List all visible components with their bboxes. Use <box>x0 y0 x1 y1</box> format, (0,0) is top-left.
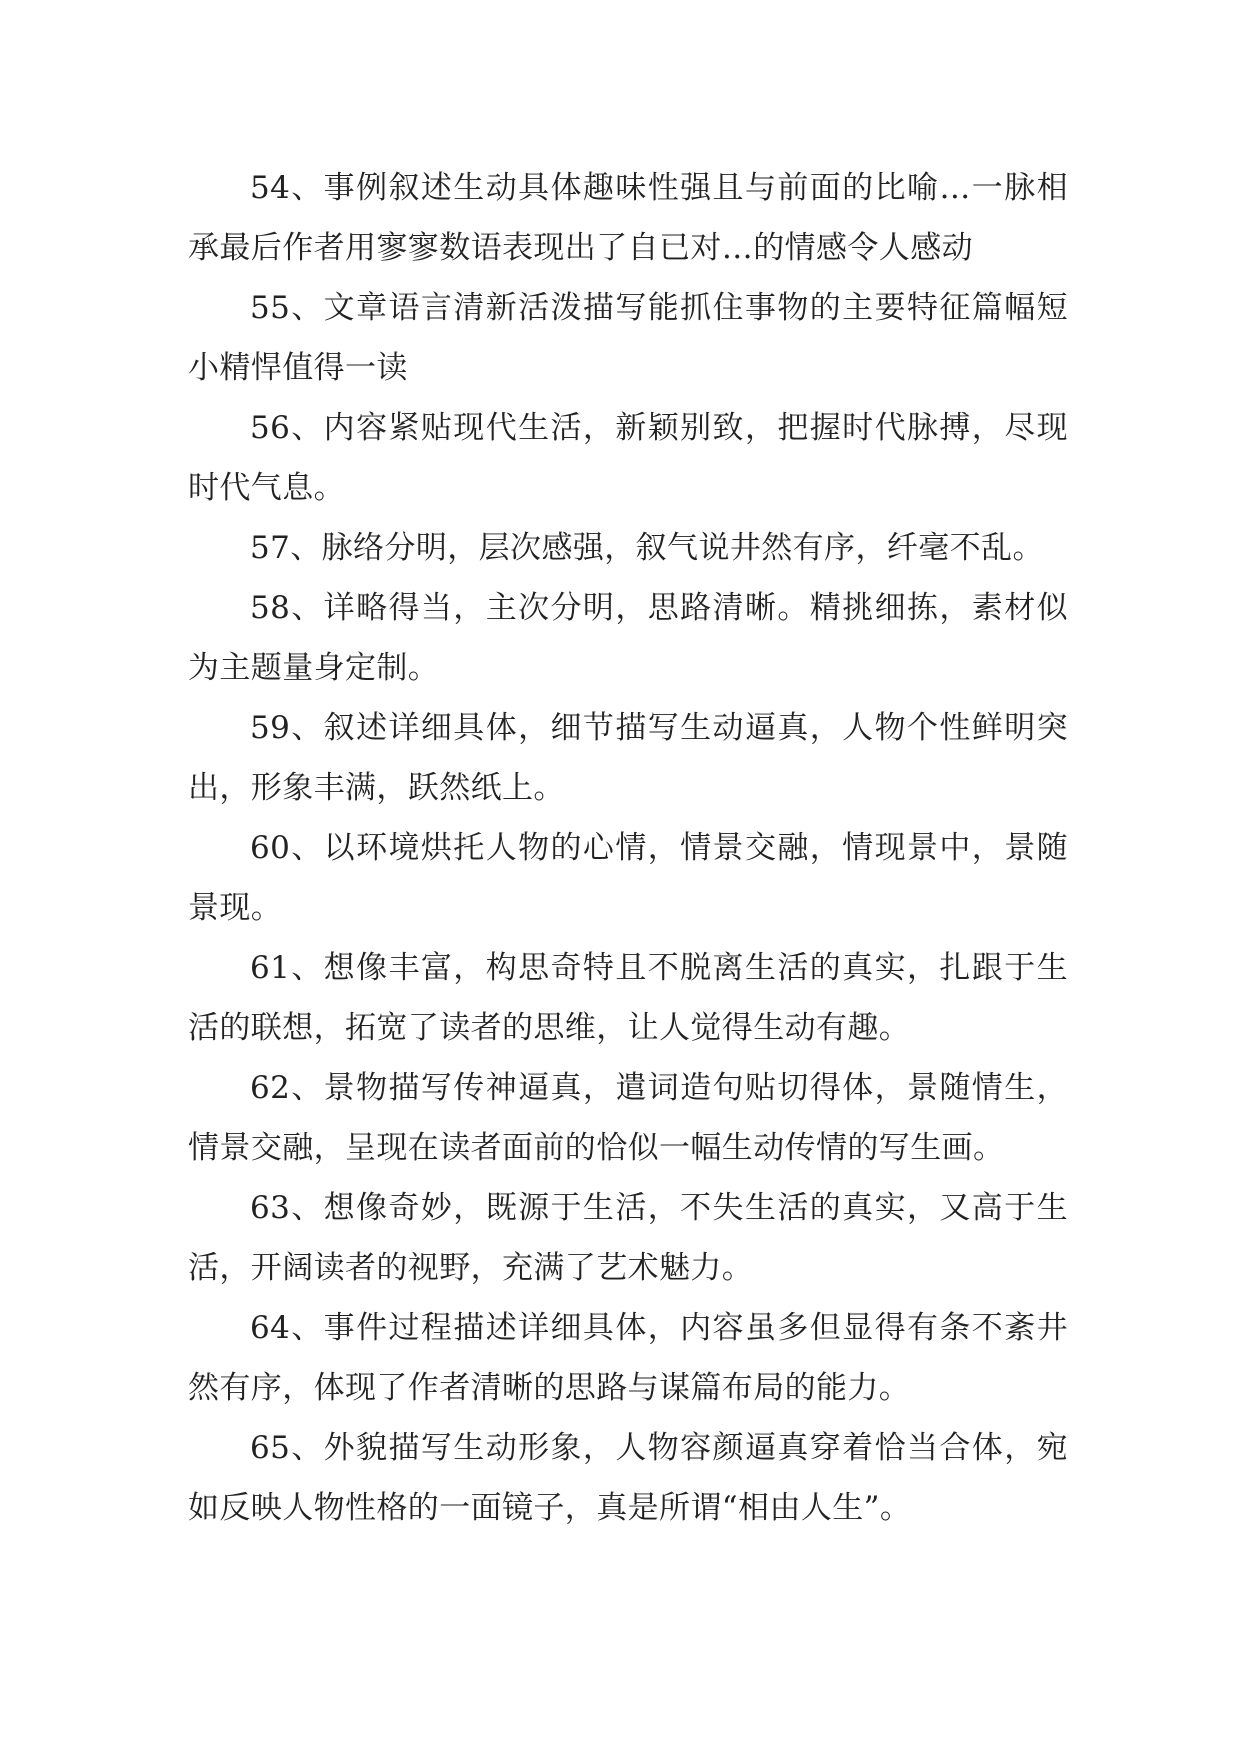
paragraph-56: 56、内容紧贴现代生活，新颖别致，把握时代脉搏，尽现时代气息。 <box>188 410 1068 506</box>
paragraph-58: 58、详略得当，主次分明，思路清晰。精挑细拣，素材似为主题量身定制。 <box>188 590 1068 686</box>
paragraph-61: 61、想像丰富，构思奇特且不脱离生活的真实，扎跟于生活的联想，拓宽了读者的思维，让人觉得生动有趣。 <box>188 950 1068 1046</box>
paragraph-63: 63、想像奇妙，既源于生活，不失生活的真实，又高于生活，开阔读者的视野，充满了艺术魅力。 <box>188 1190 1068 1286</box>
paragraph-59: 59、叙述详细具体，细节描写生动逼真，人物个性鲜明突出，形象丰满，跃然纸上。 <box>188 710 1068 806</box>
paragraph-57: 57、脉络分明，层次感强，叙气说井然有序，纤毫不乱。 <box>250 530 1044 566</box>
paragraph-62: 62、景物描写传神逼真，遣词造句贴切得体，景随情生，情景交融，呈现在读者面前的恰似一幅生动传情的写生画。 <box>188 1070 1068 1166</box>
document-body <box>188 158 1068 1538</box>
paragraph-54: 54、事例叙述生动具体趣味性强且与前面的比喻…一脉相承最后作者用寥寥数语表现出了自已对…的情感令人感动 <box>188 170 1068 266</box>
paragraph-65: 65、外貌描写生动形象，人物容颜逼真穿着恰当合体，宛如反映人物性格的一面镜子，真是所谓“相由人生”。 <box>188 1430 1068 1526</box>
paragraph-60: 60、以环境烘托人物的心情，情景交融，情现景中，景随景现。 <box>188 830 1068 926</box>
paragraph-55: 55、文章语言清新活泼描写能抓住事物的主要特征篇幅短小精悍值得一读 <box>188 290 1068 386</box>
paragraph-64: 64、事件过程描述详细具体，内容虽多但显得有条不紊井然有序，体现了作者清晰的思路与谋篇布局的能力。 <box>188 1310 1068 1406</box>
